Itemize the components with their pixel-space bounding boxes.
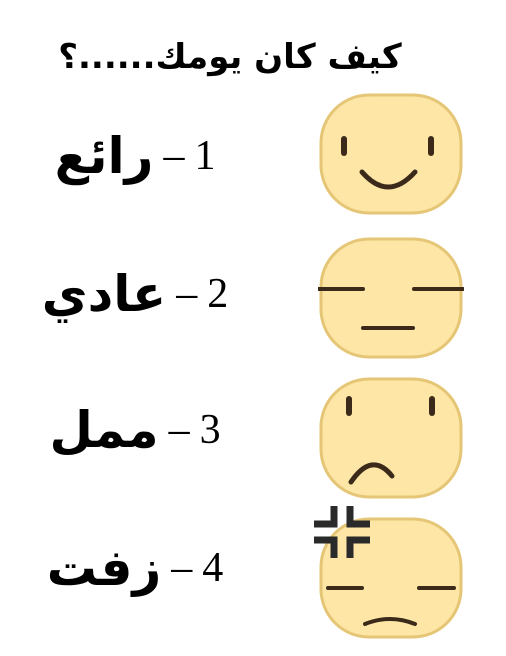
sad-face-icon[interactable] xyxy=(318,376,464,500)
option-word: رائع xyxy=(54,127,154,185)
option-3-label xyxy=(20,390,250,470)
page-title: كيف كان يومك......؟ xyxy=(58,37,402,77)
option-4-label xyxy=(20,528,250,608)
option-word: عادي xyxy=(41,265,167,323)
option-2-label xyxy=(20,254,250,334)
option-dash: – xyxy=(163,133,185,179)
option-dash: – xyxy=(176,271,198,317)
option-number: 4 xyxy=(202,545,224,591)
option-number: 3 xyxy=(199,407,221,453)
option-dash: – xyxy=(168,407,190,453)
option-number: 1 xyxy=(194,133,216,179)
option-word: ممل xyxy=(49,401,159,459)
option-dash: – xyxy=(171,545,193,591)
anger-vein-icon xyxy=(312,504,374,560)
happy-face-icon[interactable] xyxy=(318,92,464,216)
neutral-face-icon[interactable] xyxy=(318,236,464,360)
option-number: 2 xyxy=(207,271,229,317)
option-word: زفت xyxy=(46,539,162,597)
option-1-label xyxy=(20,116,250,196)
